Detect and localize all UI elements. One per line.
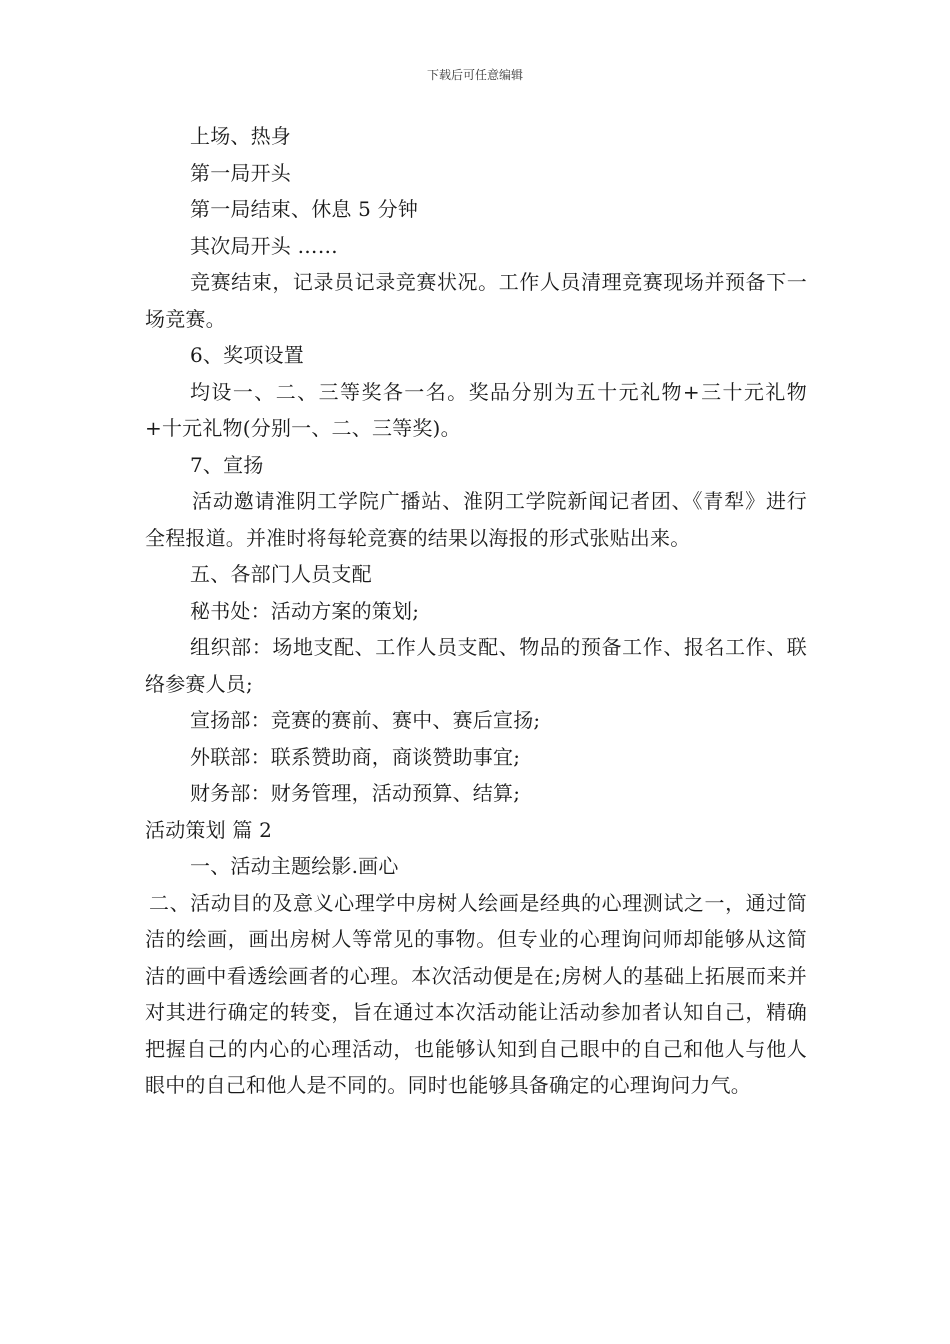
paragraph: 第一局结束、休息 5 分钟 (190, 197, 419, 221)
paragraph: 其次局开头 …… (190, 233, 338, 258)
paragraph: 秘书处：活动方案的策划; (190, 598, 420, 623)
paragraph: 二、活动目的及意义心理学中房树人绘画是经典的心理测试之一，通过简洁的绘画，画出房树人等常见的事物。但专业的心理询问师却能够从这简洁的画中看透绘画者的心理。本次活动便是在;房树人的基础上拓展而来并对其进行确定的转变，旨在通过本次活动能让活动参加者认知自己，精确 把握自己的内心的心理活动，也能够认知到自己眼中的自己和他人与他人眼中的自己和他人是不同的。同时也能够具备确定的心理询问力气。 (145, 890, 834, 1097)
section-heading: 7、宣扬 (190, 452, 264, 477)
article-heading: 活动策划 篇 2 (145, 817, 273, 842)
paragraph: 外联部：联系赞助商，商谈赞助事宜; (190, 744, 521, 769)
paragraph: 组织部：场地支配、工作人员支配、物品的预备工作、报名工作、联络参赛人员; (145, 635, 807, 696)
section-heading: 五、各部门人员支配 (190, 562, 372, 586)
paragraph: 第一局开头 (190, 160, 291, 185)
paragraph: 宣扬部：竞赛的赛前、赛中、赛后宣扬; (190, 708, 541, 732)
paragraph: 上场、热身 (190, 124, 291, 148)
paragraph: 财务部：财务管理，活动预算、结算; (190, 781, 521, 805)
paragraph: 活动邀请淮阴工学院广播站、淮阴工学院新闻记者团、《青犁》进行全程报道。并准时将每轮竞赛的结果以海报的形式张贴出来。 (145, 489, 807, 550)
page-header-note: 下载后可任意编辑 (426, 68, 523, 82)
paragraph: 均设一、二、三等奖各一名。奖品分别为五十元礼物+三十元礼物+十元礼物(分别一、二、三等奖)。 (145, 379, 807, 440)
section-heading: 一、活动主题绘影.画心 (190, 854, 399, 878)
section-heading: 6、奖项设置 (190, 343, 304, 367)
paragraph: 竞赛结束，记录员记录竞赛状况。工作人员清理竞赛现场并预备下一场竞赛。 (145, 270, 807, 331)
document-body (145, 118, 834, 1104)
